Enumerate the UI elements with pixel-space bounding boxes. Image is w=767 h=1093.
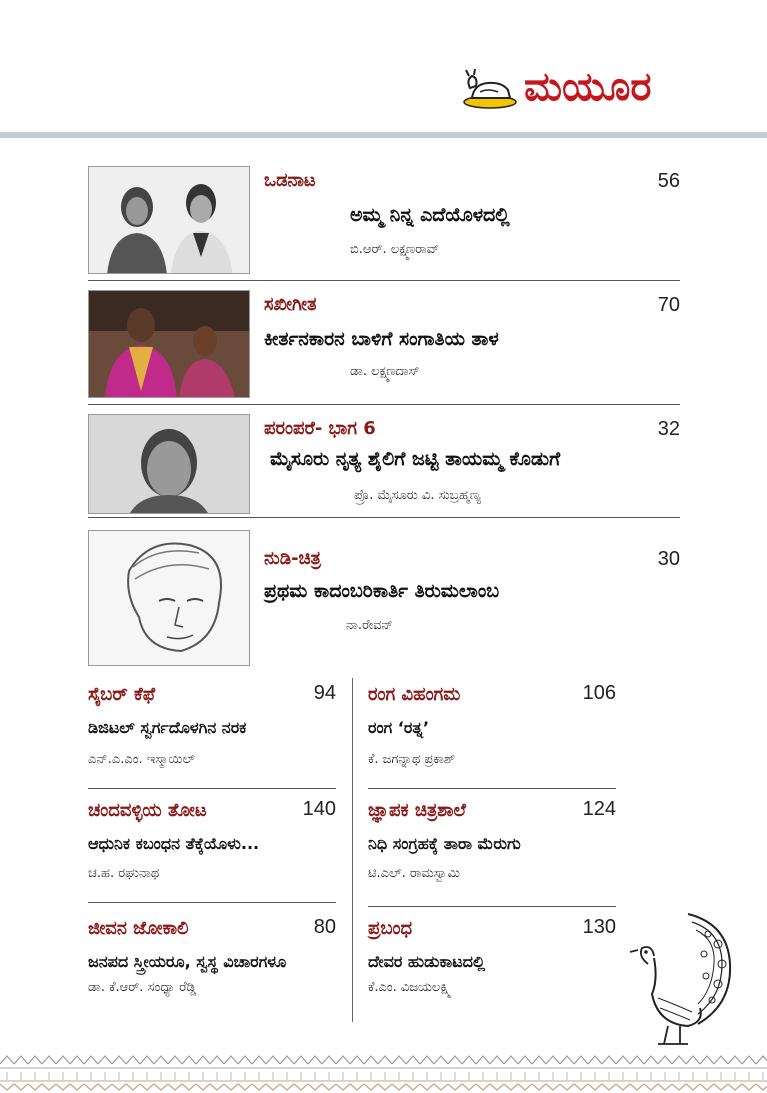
feature-author: ನಾ.ರೇವನ್ xyxy=(346,618,393,633)
feature-category: ಪರಂಪರೆ- ಭಾಗ 6 xyxy=(264,418,376,439)
decorative-border xyxy=(0,1050,767,1093)
entry-author: ಕೆ.ಎಂ. ವಿಜಯಲಕ್ಷ್ಮಿ xyxy=(368,980,452,995)
feature-author: ಪ್ರೊ. ಮೈಸೂರು ವಿ. ಸುಬ್ರಹ್ಮಣ್ಯ xyxy=(354,488,481,503)
entry-title: ನಿಧಿ ಸಂಗ್ರಹಕ್ಕೆ ತಾರಾ ಮೆರುಗು xyxy=(368,834,521,853)
entry-category: ಜ್ಞಾಪಕ ಚಿತ್ರಶಾಲೆ xyxy=(368,800,466,821)
entry-page-number: 94 xyxy=(313,682,336,704)
feature-author: ಬಿ.ಆರ್. ಲಕ್ಷ್ಮಣರಾವ್ xyxy=(350,242,440,257)
row-divider xyxy=(88,404,680,405)
feature-row[interactable] xyxy=(88,290,680,402)
feature-category: ಒಡನಾಟ xyxy=(264,170,316,191)
masthead-title: ಮಯೂರ xyxy=(524,64,652,110)
row-divider xyxy=(88,280,680,281)
column-divider xyxy=(368,788,616,789)
column-divider xyxy=(88,788,336,789)
entry-title: ಡಿಜಿಟಲ್ ಸ್ವರ್ಗದೊಳಗಿನ ನರಕ xyxy=(88,718,247,737)
entry-page-number: 130 xyxy=(582,916,616,938)
feature-photo-couple-color xyxy=(88,290,250,398)
entry-category: ಜೀವನ ಜೋಕಾಲಿ xyxy=(88,918,189,939)
entry-page-number: 140 xyxy=(302,798,336,820)
feature-title: ಮೈಸೂರು ನೃತ್ಯ ಶೈಲಿಗೆ ಜಟ್ಟಿ ತಾಯಮ್ಮ ಕೊಡುಗೆ xyxy=(270,448,561,470)
entry-page-number: 80 xyxy=(313,916,336,938)
column-entry[interactable] xyxy=(88,680,336,780)
feature-page-number: 56 xyxy=(657,170,680,192)
entry-category: ರಂಗ ವಿಹಂಗಮ xyxy=(368,684,461,705)
entry-page-number: 124 xyxy=(582,798,616,820)
peacock-illustration-icon xyxy=(618,904,748,1050)
row-divider xyxy=(88,517,680,518)
entry-author: ಎನ್.ಎ.ಎಂ. ಇಸ್ಮಾಯಿಲ್ xyxy=(88,752,196,767)
column-entry[interactable] xyxy=(88,796,336,896)
entry-title: ದೇವರ ಹುಡುಕಾಟದಲ್ಲಿ xyxy=(368,952,486,971)
column-divider xyxy=(88,902,336,903)
column-divider xyxy=(368,906,616,907)
column-entry[interactable] xyxy=(88,914,336,1014)
column-entry[interactable] xyxy=(368,914,616,1014)
feature-row[interactable] xyxy=(88,530,680,666)
header-rule xyxy=(0,132,767,138)
entry-author: ಚ.ಹ. ರಘುನಾಥ xyxy=(88,866,160,881)
entry-title: ರಂಗ ‘ರತ್ನ’ xyxy=(368,718,430,737)
feature-photo-couple xyxy=(88,166,250,274)
feature-category: ಸಖೀಗೀತ xyxy=(264,294,317,315)
entry-title: ಆಧುನಿಕ ಕಬಂಧನ ತೆಕ್ಕೆಯೊಳು... xyxy=(88,834,260,853)
entry-title: ಜನಪದ ಸ್ತ್ರೀಯರೂ, ಸ್ವಸ್ಥ ವಿಚಾರಗಳೂ xyxy=(88,952,287,971)
feature-sketch-portrait xyxy=(88,530,250,666)
feature-page-number: 32 xyxy=(657,418,680,440)
entry-category: ಪ್ರಬಂಧ xyxy=(368,918,413,939)
feature-page-number: 70 xyxy=(657,294,680,316)
column-separator xyxy=(352,678,353,1022)
entry-author: ಡಾ. ಕೆ.ಆರ್. ಸಂಧ್ಯಾ ರೆಡ್ಡಿ xyxy=(88,980,197,995)
entry-category: ಸೈಬರ್ ಕೆಫೆ xyxy=(88,684,156,705)
feature-author: ಡಾ. ಲಕ್ಷ್ಮಣದಾಸ್ xyxy=(350,364,420,379)
feature-title: ಪ್ರಥಮ ಕಾದಂಬರಿಕಾರ್ತಿ ತಿರುಮಲಾಂಬ xyxy=(264,580,500,602)
entry-page-number: 106 xyxy=(582,682,616,704)
feature-row[interactable] xyxy=(88,166,680,278)
entry-category: ಚಂದವಳ್ಳಿಯ ತೋಟ xyxy=(88,800,207,821)
feature-title: ಅಮ್ಮ ನಿನ್ನ ಎದೆಯೊಳದಲ್ಲಿ xyxy=(350,204,510,226)
entry-author: ಟಿ.ಎಲ್. ರಾಮಸ್ವಾಮಿ xyxy=(368,866,460,881)
nandi-logo-icon xyxy=(462,66,518,110)
column-entry[interactable] xyxy=(368,796,616,896)
feature-photo-portrait xyxy=(88,414,250,514)
column-entry[interactable] xyxy=(368,680,616,780)
entry-author: ಕೆ. ಜಗನ್ನಾಥ ಪ್ರಕಾಶ್ xyxy=(368,752,456,767)
feature-page-number: 30 xyxy=(657,548,680,570)
feature-row[interactable] xyxy=(88,414,680,514)
feature-category: ನುಡಿ-ಚಿತ್ರ xyxy=(264,548,321,569)
feature-title: ಕೀರ್ತನಕಾರನ ಬಾಳಿಗೆ ಸಂಗಾತಿಯ ತಾಳ xyxy=(264,328,499,350)
masthead xyxy=(462,62,722,112)
